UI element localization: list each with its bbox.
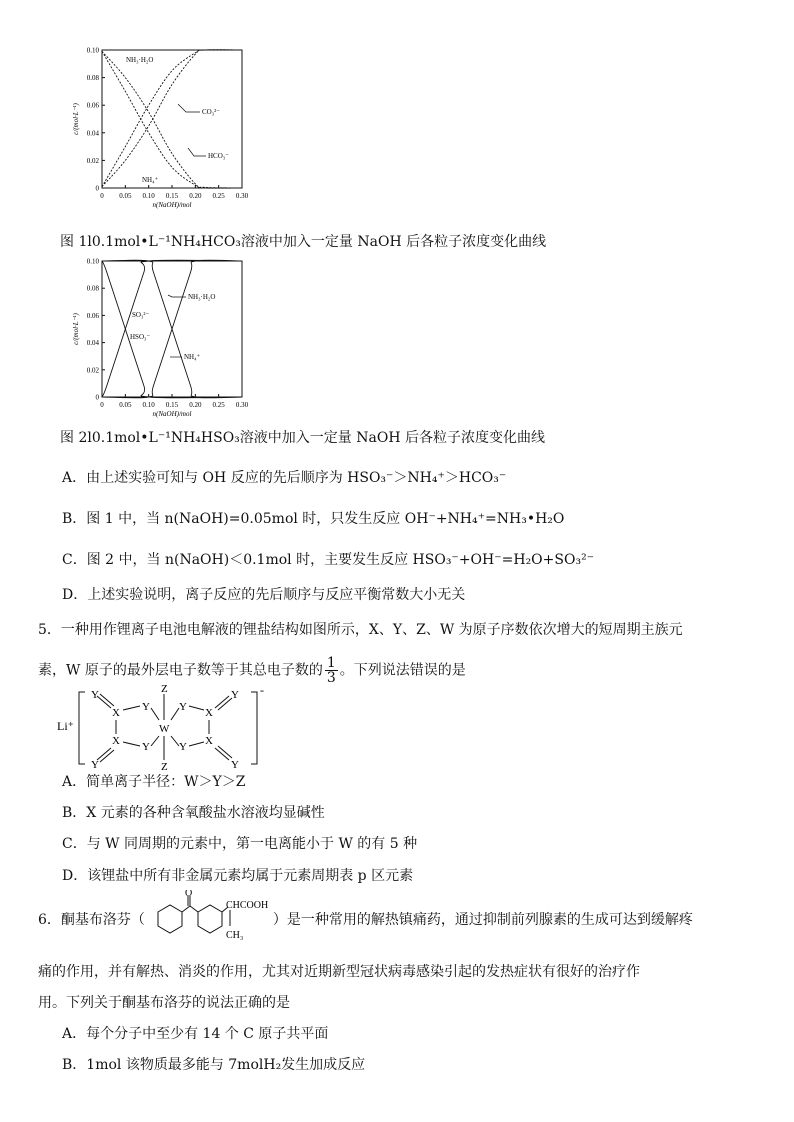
series-label-3: NH₄⁺	[184, 353, 201, 361]
x-tick-label: 0	[100, 192, 104, 200]
q4-option-c: C．图 2 中，当 n(NaOH)＜0.1mol 时，主要发生反应 HSO₃⁻+OH⁻=H₂O+SO₃²⁻	[62, 552, 595, 568]
series-label-0: NH₃·H₂O	[126, 56, 154, 64]
x-tick-label: 0.15	[165, 401, 179, 409]
q5-option-d: D．该锂盐中所有非金属元素均属于元素周期表 p 区元素	[62, 868, 414, 884]
y-tick-label: 0	[95, 184, 99, 193]
ring-left	[158, 905, 182, 933]
series-label-1: CO₃²⁻	[202, 108, 220, 116]
q5-stem-line1: 5．一种用作锂离子电池电解液的锂盐结构如图所示，X、Y、Z、W 为原子序数依次增大的短周期主族元	[38, 622, 683, 638]
y-tick-label: 0	[95, 393, 99, 402]
q5-stem2-part1: 素，W 原子的最外层电子数等于其总电子数的	[38, 662, 323, 679]
series-line-0	[102, 50, 242, 187]
x-tick-label: 0.25	[212, 192, 225, 200]
struct-li: Li⁺	[57, 719, 74, 733]
q5-frac-den: 3	[326, 670, 336, 686]
q5-option-c: C．与 W 同周期的元素中，第一电离能小于 W 的有 5 种	[62, 836, 418, 852]
struct-x-right-2: X	[205, 735, 213, 747]
series-line-2	[102, 51, 242, 188]
struct-z-top: Z	[161, 683, 168, 695]
mol-methyl: CH₃	[226, 930, 244, 941]
q6-stem1-part2: ）是一种常用的解热镇痛药，通过抑制前列腺素的生成可达到缓解疼	[272, 912, 693, 928]
q6-stem-line3: 用。下列关于酮基布洛芬的说法正确的是	[38, 995, 290, 1011]
figure-2-chart	[60, 255, 260, 420]
y-tick-label: 0.08	[86, 74, 99, 83]
q6-stem-line1	[38, 910, 693, 930]
x-tick-label: 0.25	[212, 401, 225, 409]
q5-option-a: A．简单离子半径：W＞Y＞Z	[62, 774, 246, 790]
q4-option-b: B．图 1 中，当 n(NaOH)=0.05mol 时，只发生反应 OH⁻+NH₄⁺=NH₃•H₂O	[62, 511, 565, 527]
y-tick-label: 0.10	[86, 46, 99, 55]
y-tick-label: 0.02	[86, 156, 99, 165]
struct-x-left-1: X	[112, 707, 120, 719]
fig2-axes	[72, 258, 249, 419]
struct-y-top-left: Y	[91, 689, 99, 701]
figure-2-caption: 图 2l0.1mol•L⁻¹NH₄HSO₃溶液中加入一定量 NaOH 后各粒子浓度变化曲线	[60, 430, 545, 446]
mol-acid-group: CHCOOH	[226, 900, 269, 911]
fig1-axes	[72, 47, 249, 210]
q6-stem-line2: 痛的作用，并有解热、消炎的作用，尤其对近期新型冠状病毒感染引起的发热症状有很好的治疗作	[38, 964, 640, 980]
x-tick-label: 0.30	[235, 192, 249, 200]
y-axis-label: c/(mol·L⁻¹)	[72, 313, 80, 345]
series-leader-1	[178, 104, 200, 112]
x-tick-label: 0.30	[235, 401, 249, 409]
x-axis-label: n(NaOH)/mol	[152, 410, 192, 418]
y-tick-label: 0.02	[86, 366, 99, 375]
q5-lithium-salt-structure	[55, 680, 270, 770]
x-tick-label: 0.15	[165, 192, 179, 200]
mol-oxygen: O	[185, 890, 193, 899]
x-tick-label: 0	[100, 401, 104, 409]
x-tick-label: 0.20	[189, 192, 202, 200]
x-tick-label: 0.05	[119, 192, 132, 200]
y-tick-label: 0.10	[86, 257, 99, 266]
series-label-3: NH₄⁺	[142, 176, 159, 184]
y-tick-label: 0.06	[86, 311, 99, 320]
struct-x-left-2: X	[112, 735, 120, 747]
q5-fraction	[325, 656, 338, 685]
series-label-2: NH₃·H₂O	[188, 293, 216, 301]
struct-y-right-2: Y	[179, 741, 187, 753]
q4-option-d: D．上述实验说明，离子反应的先后顺序与反应平衡常数大小无关	[62, 587, 466, 603]
q5-frac-num: 1	[326, 655, 336, 671]
q5-option-b: B．X 元素的各种含氧酸盐水溶液均显碱性	[62, 805, 325, 821]
struct-y-top-right: Y	[231, 689, 239, 701]
figure-1-caption: 图 1l0.1mol•L⁻¹NH₄HCO₃溶液中加入一定量 NaOH 后各粒子浓度变化曲线	[60, 234, 547, 250]
plot-frame	[102, 50, 242, 188]
y-axis-label: c/(mol·L⁻¹)	[72, 103, 80, 135]
x-tick-label: 0.20	[189, 401, 202, 409]
series-label-2: HCO₃⁻	[208, 152, 229, 160]
struct-z-bottom: Z	[161, 761, 168, 770]
struct-right-bracket	[251, 692, 257, 764]
series-line-1	[102, 50, 242, 187]
struct-y-right-1: Y	[179, 701, 187, 713]
figure-1-chart	[60, 40, 260, 215]
y-tick-label: 0.04	[86, 339, 99, 348]
q4-option-a: A．由上述实验可知与 OH 反应的先后顺序为 HSO₃⁻＞NH₄⁺＞HCO₃⁻	[62, 470, 507, 486]
x-tick-label: 0.10	[142, 192, 155, 200]
q6-option-a: A．每个分子中至少有 14 个 C 原子共平面	[62, 1026, 329, 1042]
series-label-0: SO₃²⁻	[132, 311, 150, 319]
series-line-3	[102, 260, 242, 398]
y-tick-label: 0.08	[86, 284, 99, 293]
series-label-1: HSO₃⁻	[130, 333, 151, 341]
ring-right	[198, 905, 222, 933]
struct-y-left-1: Y	[142, 701, 150, 713]
series-leader-2	[188, 148, 206, 156]
q5-stem2-part2: 。下列说法错误的是	[339, 662, 466, 679]
struct-y-bottom-right: Y	[231, 759, 239, 770]
struct-left-bracket	[79, 692, 85, 764]
x-axis-label: n(NaOH)/mol	[152, 201, 192, 209]
struct-w: W	[159, 723, 170, 735]
q6-option-b: B．1mol 该物质最多能与 7molH₂发生加成反应	[62, 1057, 366, 1073]
struct-y-left-2: Y	[142, 741, 150, 753]
series-line-3	[102, 51, 242, 188]
y-tick-label: 0.06	[86, 101, 99, 110]
q6-ketoprofen-structure	[150, 890, 285, 950]
y-tick-label: 0.04	[86, 129, 99, 138]
x-tick-label: 0.10	[142, 401, 155, 409]
x-tick-label: 0.05	[119, 401, 132, 409]
q6-stem1-part1: 6．酮基布洛芬（	[38, 912, 145, 928]
struct-charge: -	[260, 683, 264, 697]
struct-y-bottom-left: Y	[91, 759, 99, 770]
struct-x-right-1: X	[205, 707, 213, 719]
